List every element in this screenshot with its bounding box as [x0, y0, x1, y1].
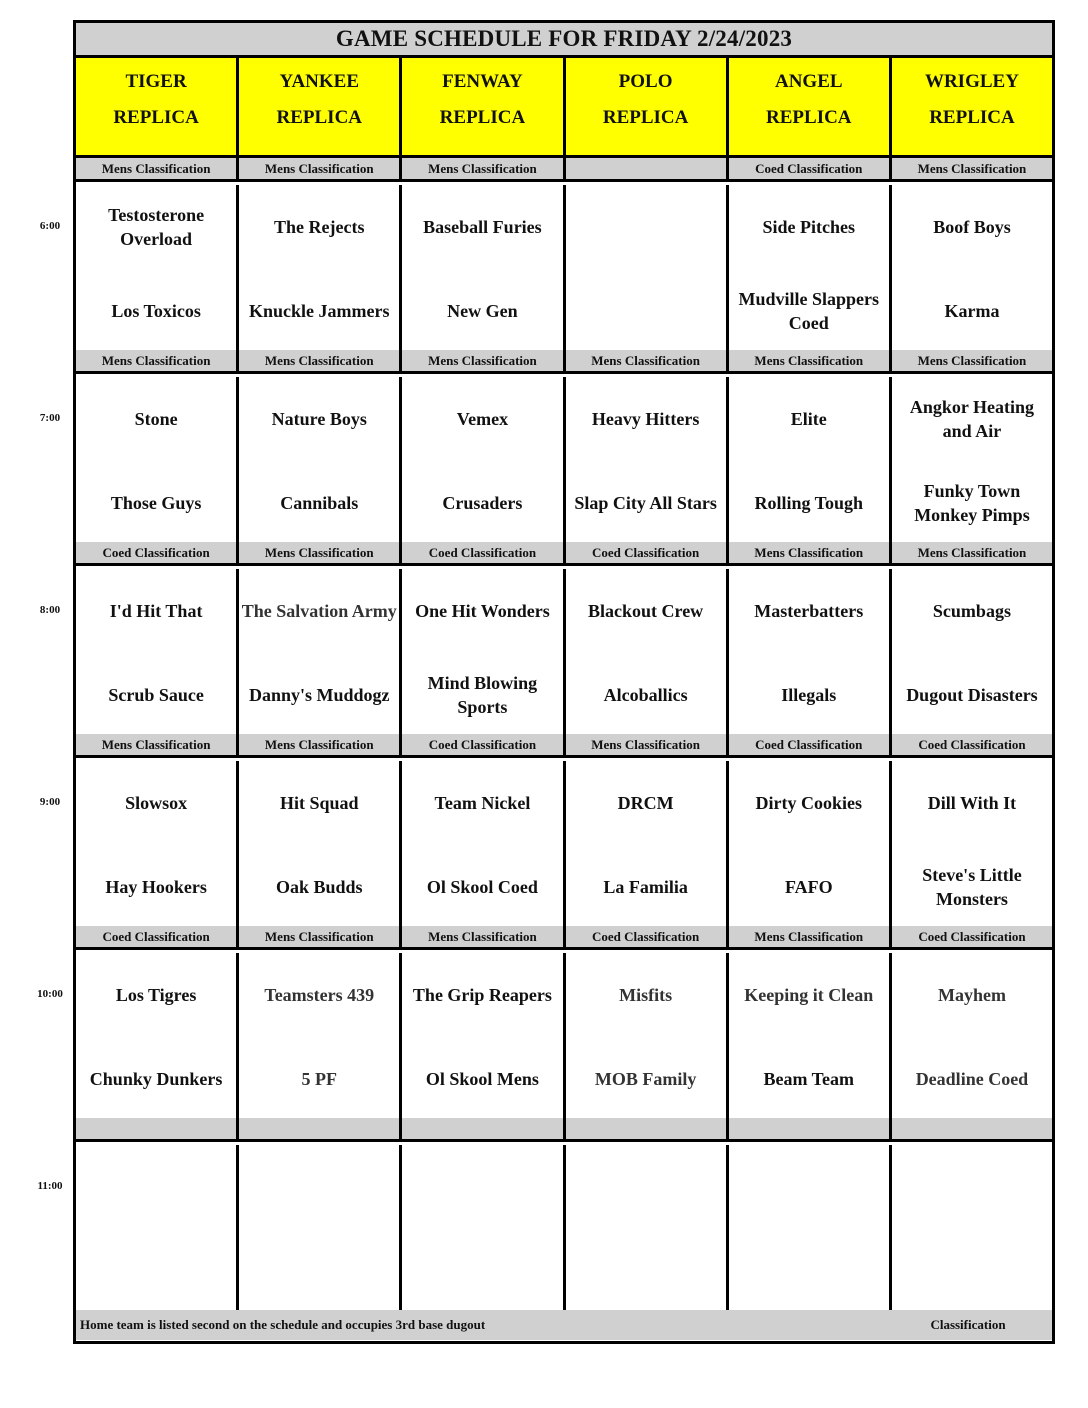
- classification-label: Mens Classification: [239, 734, 402, 755]
- field-sub: REPLICA: [276, 107, 363, 128]
- home-team: [729, 1243, 889, 1299]
- classification-label: Mens Classification: [729, 542, 892, 563]
- away-team: Slowsox: [125, 793, 188, 813]
- classification-label: Mens Classification: [402, 350, 565, 371]
- away-team: Masterbatters: [754, 601, 864, 621]
- game-cell: [239, 185, 402, 350]
- home-team: Mind Blowing Sports: [427, 673, 538, 717]
- field-name: FENWAY: [442, 71, 523, 92]
- home-team: Ol Skool Coed: [426, 877, 538, 897]
- classification-label: Mens Classification: [566, 734, 729, 755]
- home-team: MOB Family: [594, 1069, 697, 1089]
- game-cell: [76, 377, 239, 542]
- classification-label: Mens Classification: [76, 734, 239, 755]
- classification-label: Coed Classification: [76, 926, 239, 947]
- home-team: [566, 283, 726, 339]
- field-name: ANGEL: [774, 71, 843, 92]
- game-cell: [402, 569, 565, 734]
- home-team: [402, 1243, 562, 1299]
- classification-label: Coed Classification: [729, 734, 892, 755]
- game-cell: [892, 377, 1052, 542]
- classification-row: [76, 158, 1052, 182]
- game-row: [76, 953, 1052, 1121]
- classification-label: Mens Classification: [239, 926, 402, 947]
- home-team: Danny's Muddogz: [248, 685, 390, 705]
- home-team: Cannibals: [280, 493, 359, 513]
- game-row: [76, 569, 1052, 737]
- home-team: [566, 1243, 726, 1299]
- game-cell: [892, 185, 1052, 350]
- game-cell: [892, 761, 1052, 926]
- field-sub: REPLICA: [113, 107, 199, 128]
- classification-label: Coed Classification: [402, 734, 565, 755]
- field-header-tiger: [76, 58, 239, 155]
- game-cell: [566, 569, 729, 734]
- game-cell: [76, 1145, 239, 1310]
- away-team: Keeping it Clean: [744, 985, 874, 1005]
- classification-label: Mens Classification: [892, 350, 1052, 371]
- away-team: Teamsters 439: [264, 985, 375, 1005]
- time-label: 9:00: [39, 796, 61, 808]
- home-team: FAFO: [784, 877, 833, 897]
- classification-label: Coed Classification: [566, 926, 729, 947]
- home-team: [239, 1243, 399, 1299]
- footer-classification: Classification: [930, 1317, 1006, 1332]
- game-cell: [402, 377, 565, 542]
- game-cell: [76, 953, 239, 1118]
- field-header-angel: [729, 58, 892, 155]
- game-cell: [892, 1145, 1052, 1310]
- game-cell: [239, 953, 402, 1118]
- game-cell: [76, 761, 239, 926]
- home-team: Ol Skool Mens: [425, 1069, 539, 1089]
- home-team: [892, 1243, 1052, 1299]
- home-team: Steve's Little Monsters: [922, 865, 1022, 909]
- home-team: Beam Team: [763, 1069, 855, 1089]
- classification-label: Coed Classification: [729, 158, 892, 179]
- classification-label: Mens Classification: [402, 926, 565, 947]
- away-team: The Grip Reapers: [412, 985, 552, 1005]
- away-team: DRCM: [617, 793, 674, 813]
- time-column: [0, 0, 73, 1408]
- home-team: Rolling Tough: [754, 493, 864, 513]
- field-name: WRIGLEY: [924, 71, 1019, 92]
- game-cell: [239, 761, 402, 926]
- home-team: Slap City All Stars: [574, 493, 717, 513]
- away-team: Elite: [790, 409, 827, 429]
- home-team: New Gen: [447, 301, 518, 321]
- away-team: Testosterone Overload: [108, 205, 205, 249]
- home-team: Crusaders: [442, 493, 523, 513]
- away-team: Mayhem: [937, 985, 1006, 1005]
- classification-label: Mens Classification: [892, 158, 1052, 179]
- game-cell: [76, 569, 239, 734]
- away-team: Los Tigres: [115, 985, 197, 1005]
- game-cell: [239, 1145, 402, 1310]
- field-name: POLO: [618, 71, 673, 92]
- time-label: 6:00: [39, 220, 61, 232]
- away-team: [566, 1159, 726, 1215]
- field-header-yankee: [239, 58, 402, 155]
- away-team: Boof Boys: [933, 217, 1011, 237]
- game-cell: [566, 377, 729, 542]
- field-header-polo: [566, 58, 729, 155]
- field-sub: REPLICA: [439, 107, 526, 128]
- game-cell: [729, 569, 892, 734]
- game-cell: [729, 377, 892, 542]
- away-team: Heavy Hitters: [591, 409, 700, 429]
- classification-label: Coed Classification: [566, 542, 729, 563]
- home-team: Deadline Coed: [915, 1069, 1029, 1089]
- away-team: Hit Squad: [279, 793, 359, 813]
- away-team: Misfits: [619, 985, 673, 1005]
- game-row: [76, 761, 1052, 929]
- classification-row: [76, 1118, 1052, 1142]
- classification-label: [566, 158, 729, 179]
- footer-note: Home team is listed second on the schedule and occupies 3rd base dugout: [80, 1317, 486, 1332]
- home-team: Hay Hookers: [105, 877, 207, 897]
- home-team: Illegals: [781, 685, 837, 705]
- game-cell: [566, 1145, 729, 1310]
- away-team: [402, 1159, 562, 1215]
- home-team: [76, 1243, 236, 1299]
- away-team: Side Pitches: [762, 217, 856, 237]
- classification-label: Coed Classification: [892, 926, 1052, 947]
- classification-row: [76, 926, 1052, 950]
- classification-label: [566, 1118, 729, 1139]
- field-header-fenway: [402, 58, 565, 155]
- away-team: Angkor Heating and Air: [909, 397, 1035, 441]
- away-team: [239, 1159, 399, 1215]
- classification-label: [239, 1118, 402, 1139]
- home-team: 5 PF: [301, 1069, 337, 1089]
- away-team: The Rejects: [274, 217, 365, 237]
- away-team: Blackout Crew: [588, 601, 704, 621]
- footer-row: [76, 1310, 1052, 1340]
- field-sub: REPLICA: [602, 107, 689, 128]
- classification-label: [729, 1118, 892, 1139]
- away-team: The Salvation Army: [241, 601, 397, 621]
- home-team: Karma: [944, 301, 1000, 321]
- game-cell: [892, 953, 1052, 1118]
- away-team: Stone: [134, 409, 178, 429]
- classification-row: [76, 350, 1052, 374]
- classification-row: [76, 734, 1052, 758]
- away-team: [566, 199, 726, 255]
- time-label: 10:00: [37, 988, 63, 1000]
- field-name: TIGER: [125, 71, 187, 92]
- classification-label: Mens Classification: [566, 350, 729, 371]
- classification-label: Mens Classification: [729, 926, 892, 947]
- away-team: Scumbags: [932, 601, 1011, 621]
- classification-label: Mens Classification: [76, 158, 239, 179]
- home-team: Those Guys: [110, 493, 202, 513]
- away-team: Baseball Furies: [423, 217, 542, 237]
- classification-label: [76, 1118, 239, 1139]
- game-cell: [402, 953, 565, 1118]
- game-cell: [239, 569, 402, 734]
- field-name: YANKEE: [279, 71, 360, 92]
- classification-label: Mens Classification: [239, 158, 402, 179]
- classification-label: [892, 1118, 1052, 1139]
- game-cell: [402, 1145, 565, 1310]
- away-team: I'd Hit That: [109, 601, 203, 621]
- home-team: Los Toxicos: [111, 301, 201, 321]
- game-cell: [729, 185, 892, 350]
- away-team: [892, 1159, 1052, 1215]
- classification-label: Coed Classification: [402, 542, 565, 563]
- game-cell: [566, 953, 729, 1118]
- field-sub: REPLICA: [766, 107, 852, 128]
- game-cell: [402, 761, 565, 926]
- away-team: Team Nickel: [434, 793, 531, 813]
- time-label: 11:00: [37, 1180, 63, 1192]
- game-cell: [566, 761, 729, 926]
- away-team: [76, 1159, 236, 1215]
- away-team: Dill With It: [927, 793, 1017, 813]
- classification-row: [76, 542, 1052, 566]
- game-cell: [76, 185, 239, 350]
- classification-label: Mens Classification: [239, 542, 402, 563]
- time-label: 8:00: [39, 604, 61, 616]
- game-cell: [566, 185, 729, 350]
- classification-label: Coed Classification: [76, 542, 239, 563]
- game-row: [76, 185, 1052, 353]
- away-team: Vemex: [456, 409, 509, 429]
- game-cell: [729, 761, 892, 926]
- game-cell: [892, 569, 1052, 734]
- home-team: Mudville Slappers Coed: [738, 289, 880, 333]
- time-label: 7:00: [39, 412, 61, 424]
- home-team: Oak Budds: [275, 877, 363, 897]
- away-team: Dirty Cookies: [755, 793, 863, 813]
- game-cell: [729, 1145, 892, 1310]
- classification-label: Mens Classification: [76, 350, 239, 371]
- classification-label: Mens Classification: [402, 158, 565, 179]
- classification-label: Mens Classification: [892, 542, 1052, 563]
- schedule-sheet: [73, 20, 1055, 1344]
- away-team: [729, 1159, 889, 1215]
- game-row: [76, 377, 1052, 545]
- field-header-row: [76, 58, 1052, 158]
- classification-label: Coed Classification: [892, 734, 1052, 755]
- classification-label: Mens Classification: [729, 350, 892, 371]
- game-cell: [239, 377, 402, 542]
- home-team: La Familia: [603, 877, 688, 897]
- schedule-title: GAME SCHEDULE FOR FRIDAY 2/24/2023: [76, 23, 1052, 58]
- home-team: Funky Town Monkey Pimps: [914, 481, 1030, 525]
- home-team: Alcoballics: [603, 685, 688, 705]
- field-header-wrigley: [892, 58, 1052, 155]
- field-sub: REPLICA: [929, 107, 1015, 128]
- away-team: One Hit Wonders: [415, 601, 550, 621]
- away-team: Nature Boys: [271, 409, 367, 429]
- game-cell: [729, 953, 892, 1118]
- game-row: [76, 1145, 1052, 1313]
- home-team: Dugout Disasters: [906, 685, 1038, 705]
- classification-label: Mens Classification: [239, 350, 402, 371]
- home-team: Knuckle Jammers: [249, 301, 390, 321]
- home-team: Chunky Dunkers: [89, 1069, 223, 1089]
- classification-label: [402, 1118, 565, 1139]
- game-cell: [402, 185, 565, 350]
- home-team: Scrub Sauce: [108, 685, 204, 705]
